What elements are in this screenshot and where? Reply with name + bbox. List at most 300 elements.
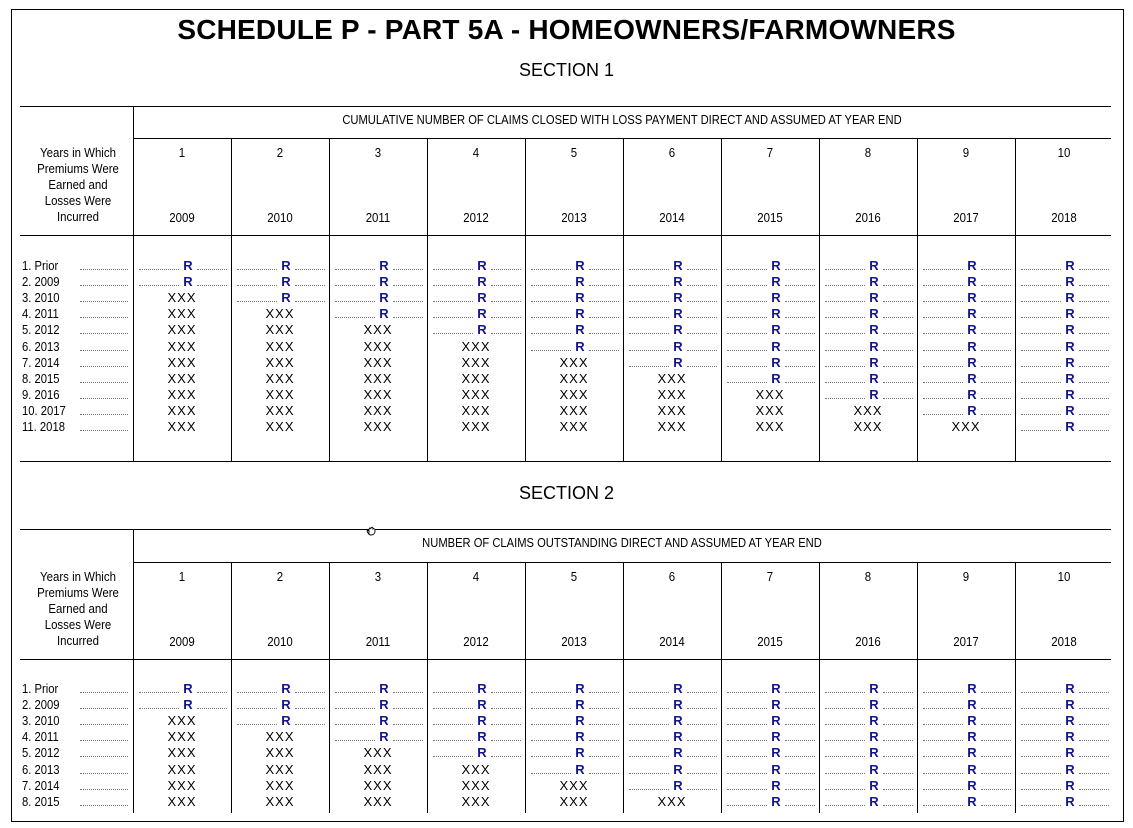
- cell-value-xxx: XXX: [265, 419, 295, 434]
- table-cell: [525, 778, 623, 794]
- cell-value-xxx: XXX: [167, 777, 197, 793]
- cell-value-r: R: [673, 777, 683, 793]
- table-cell: [427, 681, 525, 697]
- row-label: [22, 729, 132, 745]
- leader-dots: [883, 333, 913, 334]
- cell-value-r: R: [281, 697, 291, 713]
- table-cell: [721, 387, 819, 403]
- table-cell: [917, 322, 1015, 338]
- leader-dots: [785, 805, 815, 806]
- cell-value-r: R: [673, 713, 683, 729]
- leader-dots: [1021, 333, 1061, 334]
- leader-dots: [491, 756, 521, 757]
- cell-value-r: R: [771, 338, 781, 354]
- leader-dots: [883, 692, 913, 693]
- cell-value-r: R: [771, 290, 781, 306]
- column-number: 4: [472, 145, 480, 160]
- leader-dots: [433, 317, 473, 318]
- cell-value-r: R: [869, 306, 879, 322]
- leader-dots: [1021, 756, 1061, 757]
- row-label-text: 8. 2015: [22, 794, 60, 809]
- table-cell: [1015, 713, 1113, 729]
- table-cell: [231, 322, 329, 338]
- cell-value-xxx: XXX: [363, 322, 393, 338]
- cell-value-r: R: [771, 370, 781, 386]
- table-cell: [819, 371, 917, 387]
- leader-dots: [197, 692, 227, 693]
- leader-dots: [981, 398, 1011, 399]
- leader-dots: [491, 317, 521, 318]
- cell-value-r: R: [967, 322, 977, 338]
- leader-dots: [237, 269, 277, 270]
- cell-value-r: R: [869, 681, 879, 696]
- cell-value-xxx: XXX: [167, 745, 197, 761]
- table-cell: [133, 355, 231, 371]
- cell-value-r: R: [575, 274, 585, 290]
- table-cell: [1015, 387, 1113, 403]
- cell-value-r: R: [477, 258, 487, 273]
- cell-value-r: R: [869, 713, 879, 729]
- leader-dots: [883, 740, 913, 741]
- leader-dots: [1079, 740, 1109, 741]
- table-cell: [525, 697, 623, 713]
- leader-dots: [727, 382, 767, 383]
- table-cell: [231, 419, 329, 435]
- leader-dots: [1021, 430, 1061, 431]
- table-cell: [427, 713, 525, 729]
- cell-value-r: R: [281, 290, 291, 306]
- cell-value-r: R: [477, 713, 487, 729]
- cell-value-r: R: [477, 681, 487, 696]
- leader-dots: [531, 350, 571, 351]
- cell-value-xxx: XXX: [461, 761, 491, 777]
- table-cell: [623, 794, 721, 810]
- cell-value-r: R: [183, 697, 193, 713]
- table-cell: [329, 794, 427, 810]
- leader-dots: [531, 317, 571, 318]
- cell-value-xxx: XXX: [167, 338, 197, 354]
- leader-dots: [531, 708, 571, 709]
- table-cell: [231, 762, 329, 778]
- cell-value-xxx: XXX: [167, 386, 197, 402]
- row-label-text: 2. 2009: [22, 275, 60, 290]
- table-cell: [133, 290, 231, 306]
- leader-dots: [1079, 724, 1109, 725]
- table-cell: [623, 681, 721, 697]
- row-label-text: 8. 2015: [22, 371, 60, 386]
- table-cell: [133, 419, 231, 435]
- leader-dots: [295, 269, 325, 270]
- row-label-text: 2. 2009: [22, 698, 60, 713]
- leader-dots: [883, 756, 913, 757]
- leader-dots: [80, 756, 128, 757]
- leader-dots: [393, 724, 423, 725]
- table-cell: [721, 371, 819, 387]
- cell-value-r: R: [673, 697, 683, 713]
- table-cell: [1015, 371, 1113, 387]
- leader-dots: [589, 773, 619, 774]
- table-cell: [133, 745, 231, 761]
- table-cell: [133, 306, 231, 322]
- cell-value-xxx: XXX: [461, 338, 491, 354]
- cell-value-xxx: XXX: [657, 386, 687, 402]
- leader-dots: [687, 708, 717, 709]
- cell-value-r: R: [869, 745, 879, 761]
- table-cell: [623, 306, 721, 322]
- cell-value-r: R: [673, 306, 683, 322]
- cell-value-r: R: [1065, 258, 1075, 273]
- cell-value-xxx: XXX: [559, 354, 589, 370]
- leader-dots: [629, 269, 669, 270]
- table-cell: [231, 339, 329, 355]
- table-cell: [917, 794, 1015, 810]
- table-cell: [329, 371, 427, 387]
- leader-dots: [589, 756, 619, 757]
- table-cell: [525, 306, 623, 322]
- cell-value-xxx: XXX: [265, 354, 295, 370]
- cell-value-xxx: XXX: [559, 386, 589, 402]
- leader-dots: [589, 333, 619, 334]
- table-cell: [231, 290, 329, 306]
- table-cell: [427, 794, 525, 810]
- leader-dots: [295, 692, 325, 693]
- leader-dots: [785, 740, 815, 741]
- cell-value-r: R: [1065, 338, 1075, 354]
- years-header-line: Losses Were: [44, 617, 112, 632]
- table-cell: [917, 762, 1015, 778]
- column-year: 2014: [659, 634, 685, 649]
- cell-value-xxx: XXX: [265, 729, 295, 745]
- table-cell: [1015, 403, 1113, 419]
- leader-dots: [727, 350, 767, 351]
- header-bottom-rule: [20, 235, 1111, 236]
- leader-dots: [785, 708, 815, 709]
- table-cell: [133, 322, 231, 338]
- leader-dots: [589, 317, 619, 318]
- leader-dots: [80, 317, 128, 318]
- cell-value-r: R: [869, 290, 879, 306]
- table-cell: [133, 339, 231, 355]
- section-banner: NUMBER OF CLAIMS OUTSTANDING DIRECT AND ASSUMED AT YEAR END: [422, 535, 822, 550]
- leader-dots: [237, 692, 277, 693]
- leader-dots: [883, 773, 913, 774]
- table-cell: [525, 713, 623, 729]
- row-label: [22, 306, 132, 322]
- cell-value-xxx: XXX: [167, 402, 197, 418]
- row-label: [22, 258, 132, 274]
- cell-value-xxx: XXX: [755, 402, 785, 418]
- cell-value-xxx: XXX: [559, 370, 589, 386]
- leader-dots: [80, 350, 128, 351]
- row-label: [22, 322, 132, 338]
- leader-dots: [981, 285, 1011, 286]
- section-banner: CUMULATIVE NUMBER OF CLAIMS CLOSED WITH LOSS PAYMENT DIRECT AND ASSUMED AT YEAR END: [342, 112, 902, 127]
- cell-value-xxx: XXX: [363, 777, 393, 793]
- cell-value-r: R: [379, 306, 389, 322]
- cell-value-r: R: [379, 258, 389, 273]
- table-cell: [133, 258, 231, 274]
- leader-dots: [825, 724, 865, 725]
- cell-value-r: R: [673, 729, 683, 745]
- leader-dots: [491, 285, 521, 286]
- table-cell: [427, 306, 525, 322]
- leader-dots: [923, 269, 963, 270]
- table-cell: [721, 322, 819, 338]
- table-top-rule: [20, 106, 1111, 107]
- leader-dots: [785, 724, 815, 725]
- row-label: [22, 794, 132, 810]
- leader-dots: [981, 740, 1011, 741]
- leader-dots: [589, 350, 619, 351]
- leader-dots: [139, 285, 179, 286]
- leader-dots: [785, 692, 815, 693]
- table-cell: [525, 290, 623, 306]
- leader-dots: [139, 692, 179, 693]
- table-cell: [231, 681, 329, 697]
- cell-value-xxx: XXX: [167, 322, 197, 338]
- leader-dots: [727, 333, 767, 334]
- cell-value-xxx: XXX: [363, 338, 393, 354]
- table-cell: [721, 762, 819, 778]
- table-cell: [819, 274, 917, 290]
- leader-dots: [981, 789, 1011, 790]
- cell-value-xxx: XXX: [461, 777, 491, 793]
- table-cell: [231, 713, 329, 729]
- leader-dots: [825, 269, 865, 270]
- table-cell: [329, 697, 427, 713]
- table-cell: [231, 387, 329, 403]
- leader-dots: [1021, 414, 1061, 415]
- leader-dots: [785, 789, 815, 790]
- cell-value-r: R: [575, 745, 585, 761]
- leader-dots: [80, 740, 128, 741]
- cell-value-r: R: [967, 681, 977, 696]
- table-cell: [525, 387, 623, 403]
- cell-value-xxx: XXX: [363, 761, 393, 777]
- leader-dots: [1079, 382, 1109, 383]
- cell-value-xxx: XXX: [853, 402, 883, 418]
- leader-dots: [139, 269, 179, 270]
- cell-value-r: R: [575, 338, 585, 354]
- table-cell: [917, 713, 1015, 729]
- cell-value-xxx: XXX: [559, 777, 589, 793]
- row-label-text: 3. 2010: [22, 291, 60, 306]
- table-cell: [427, 355, 525, 371]
- column-number: 1: [178, 145, 186, 160]
- table-cell: [819, 419, 917, 435]
- leader-dots: [785, 333, 815, 334]
- table-cell: [721, 729, 819, 745]
- table-cell: [819, 697, 917, 713]
- leader-dots: [237, 301, 277, 302]
- leader-dots: [491, 301, 521, 302]
- cell-value-r: R: [967, 793, 977, 809]
- leader-dots: [433, 285, 473, 286]
- cell-value-r: R: [575, 729, 585, 745]
- leader-dots: [629, 285, 669, 286]
- leader-dots: [197, 269, 227, 270]
- cell-value-r: R: [771, 306, 781, 322]
- leader-dots: [727, 366, 767, 367]
- leader-dots: [237, 724, 277, 725]
- cell-value-r: R: [869, 777, 879, 793]
- leader-dots: [825, 789, 865, 790]
- row-label-text: 6. 2013: [22, 339, 60, 354]
- column-year: 2012: [463, 634, 489, 649]
- leader-dots: [981, 773, 1011, 774]
- cell-value-r: R: [575, 697, 585, 713]
- table-cell: [525, 355, 623, 371]
- cell-value-r: R: [1065, 681, 1075, 696]
- table-cell: [623, 387, 721, 403]
- table-cell: [917, 745, 1015, 761]
- row-label: [22, 713, 132, 729]
- leader-dots: [1079, 285, 1109, 286]
- leader-dots: [883, 398, 913, 399]
- column-number: 8: [864, 145, 872, 160]
- row-label-text: 10. 2017: [22, 403, 66, 418]
- table-cell: [1015, 729, 1113, 745]
- leader-dots: [687, 740, 717, 741]
- leader-dots: [433, 708, 473, 709]
- table-cell: [133, 371, 231, 387]
- table-cell: [917, 403, 1015, 419]
- table-cell: [623, 762, 721, 778]
- table-cell: [819, 762, 917, 778]
- column-number: 7: [766, 145, 774, 160]
- column-number: 3: [374, 145, 382, 160]
- cell-value-r: R: [869, 761, 879, 777]
- table-cell: [329, 274, 427, 290]
- leader-dots: [1079, 317, 1109, 318]
- row-label-text: 1. Prior: [22, 259, 59, 273]
- cell-value-xxx: XXX: [461, 793, 491, 809]
- row-label-text: 6. 2013: [22, 762, 60, 777]
- leader-dots: [393, 740, 423, 741]
- leader-dots: [1079, 350, 1109, 351]
- leader-dots: [491, 708, 521, 709]
- table-cell: [525, 762, 623, 778]
- leader-dots: [629, 366, 669, 367]
- cell-value-r: R: [1065, 777, 1075, 793]
- leader-dots: [1021, 724, 1061, 725]
- table-cell: [623, 258, 721, 274]
- table-cell: [917, 258, 1015, 274]
- leader-dots: [1079, 366, 1109, 367]
- table-cell: [231, 371, 329, 387]
- cell-value-r: R: [967, 761, 977, 777]
- cell-value-xxx: XXX: [363, 386, 393, 402]
- table-cell: [525, 322, 623, 338]
- leader-dots: [825, 740, 865, 741]
- leader-dots: [727, 708, 767, 709]
- column-year: 2010: [267, 210, 293, 225]
- cell-value-r: R: [477, 274, 487, 290]
- cell-value-r: R: [673, 274, 683, 290]
- column-number: 7: [766, 569, 774, 584]
- table-cell: [525, 681, 623, 697]
- cell-value-r: R: [967, 338, 977, 354]
- cell-value-r: R: [1065, 745, 1075, 761]
- leader-dots: [393, 301, 423, 302]
- leader-dots: [589, 301, 619, 302]
- leader-dots: [923, 382, 963, 383]
- cell-value-xxx: XXX: [559, 402, 589, 418]
- table-cell: [329, 290, 427, 306]
- cell-value-r: R: [771, 274, 781, 290]
- leader-dots: [80, 805, 128, 806]
- column-number: 10: [1057, 569, 1071, 584]
- table-cell: [1015, 306, 1113, 322]
- leader-dots: [727, 789, 767, 790]
- leader-dots: [531, 724, 571, 725]
- table-cell: [329, 762, 427, 778]
- table-cell: [427, 371, 525, 387]
- leader-dots: [433, 740, 473, 741]
- cell-value-r: R: [771, 729, 781, 745]
- table-cell: [623, 322, 721, 338]
- leader-dots: [1079, 301, 1109, 302]
- years-header-line: Years in Which: [40, 569, 116, 584]
- leader-dots: [1079, 269, 1109, 270]
- row-label-text: 3. 2010: [22, 714, 60, 729]
- cell-value-r: R: [673, 290, 683, 306]
- leader-dots: [923, 301, 963, 302]
- leader-dots: [1021, 773, 1061, 774]
- cell-value-r: R: [575, 306, 585, 322]
- column-number: 2: [276, 569, 284, 584]
- table-cell: [525, 745, 623, 761]
- cell-value-xxx: XXX: [265, 338, 295, 354]
- table-cell: [231, 745, 329, 761]
- leader-dots: [1021, 398, 1061, 399]
- leader-dots: [80, 789, 128, 790]
- table-cell: [819, 778, 917, 794]
- table-cell: [721, 745, 819, 761]
- leader-dots: [629, 708, 669, 709]
- leader-dots: [981, 333, 1011, 334]
- cell-value-r: R: [575, 290, 585, 306]
- cell-value-xxx: XXX: [167, 306, 197, 322]
- leader-dots: [785, 269, 815, 270]
- leader-dots: [923, 414, 963, 415]
- cell-value-xxx: XXX: [167, 713, 197, 729]
- leader-dots: [883, 805, 913, 806]
- table-cell: [721, 274, 819, 290]
- table-cell: [623, 274, 721, 290]
- cell-value-xxx: XXX: [167, 793, 197, 809]
- table-cell: [1015, 419, 1113, 435]
- leader-dots: [687, 301, 717, 302]
- cell-value-r: R: [379, 697, 389, 713]
- table-cell: [819, 729, 917, 745]
- row-label: [22, 762, 132, 778]
- leader-dots: [1021, 350, 1061, 351]
- banner-bottom-rule: [133, 138, 1111, 139]
- table-cell: [525, 258, 623, 274]
- table-cell: [623, 729, 721, 745]
- leader-dots: [1079, 430, 1109, 431]
- cell-value-r: R: [771, 322, 781, 338]
- cell-value-r: R: [477, 290, 487, 306]
- cell-value-r: R: [183, 258, 193, 273]
- table-cell: [1015, 355, 1113, 371]
- cell-value-xxx: XXX: [461, 402, 491, 418]
- leader-dots: [923, 285, 963, 286]
- table-cell: [525, 371, 623, 387]
- row-label-text: 7. 2014: [22, 355, 60, 370]
- column-number: 8: [864, 569, 872, 584]
